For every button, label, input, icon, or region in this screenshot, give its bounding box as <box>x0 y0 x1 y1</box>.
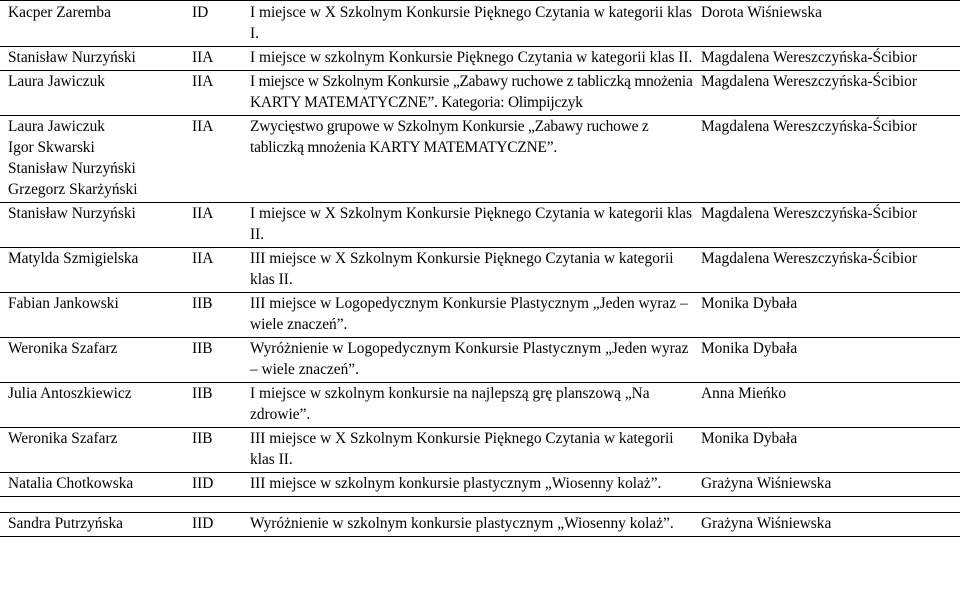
student-name: Matylda Szmigielska <box>8 250 139 267</box>
class-cell: ID <box>188 1 246 47</box>
student-cell <box>0 513 188 537</box>
student-name: Kacper Zaremba <box>8 4 111 21</box>
class-cell: IIA <box>188 116 246 203</box>
student-cell <box>0 116 188 203</box>
achievement-cell: III miejsce w X Szkolnym Konkursie Pięknego Czytania w kategorii klas II. <box>246 248 697 293</box>
teacher-cell: Dorota Wiśniewska <box>697 1 960 47</box>
achievement-cell: I miejsce w szkolnym Konkursie Pięknego Czytania w kategorii klas II. <box>246 47 697 71</box>
teacher-cell: Magdalena Wereszczyńska-Ścibior <box>697 47 960 71</box>
achievement-cell: I miejsce w szkolnym konkursie na najlepszą grę planszową „Na zdrowie”. <box>246 383 697 428</box>
class-cell: IID <box>188 473 246 497</box>
table-row <box>0 338 960 383</box>
achievement-cell: Zwycięstwo grupowe w Szkolnym Konkursie „Zabawy ruchowe z tabliczką mnożenia KARTY MATEMATYCZNE”. <box>246 116 697 203</box>
student-name: Natalia Chotkowska <box>8 475 134 492</box>
teacher-cell: Magdalena Wereszczyńska-Ścibior <box>697 116 960 203</box>
student-name: Sandra Putrzyńska <box>8 515 123 532</box>
student-name: Julia Antoszkiewicz <box>8 385 132 402</box>
teacher-cell: Grażyna Wiśniewska <box>697 473 960 497</box>
achievement-cell: III miejsce w X Szkolnym Konkursie Pięknego Czytania w kategorii klas II. <box>246 428 697 473</box>
table-row <box>0 203 960 248</box>
achievement-cell: I miejsce w X Szkolnym Konkursie Pięknego Czytania w kategorii klas I. <box>246 1 697 47</box>
teacher-cell: Monika Dybała <box>697 293 960 338</box>
table-row <box>0 473 960 497</box>
teacher-cell: Monika Dybała <box>697 428 960 473</box>
table-row <box>0 293 960 338</box>
student-name: Weronika Szafarz <box>8 340 118 357</box>
table-row <box>0 513 960 537</box>
table-row <box>0 1 960 47</box>
class-cell: IIA <box>188 248 246 293</box>
table-row <box>0 383 960 428</box>
class-cell: IIA <box>188 47 246 71</box>
table-row <box>0 428 960 473</box>
student-cell <box>0 293 188 338</box>
student-cell <box>0 383 188 428</box>
student-name: Weronika Szafarz <box>8 430 118 447</box>
student-cell <box>0 71 188 116</box>
teacher-cell: Monika Dybała <box>697 338 960 383</box>
achievement-cell: I miejsce w Szkolnym Konkursie „Zabawy ruchowe z tabliczką mnożenia KARTY MATEMATYCZNE”. Kategoria: Olimpijczyk <box>246 71 697 116</box>
table-row <box>0 47 960 71</box>
student-name: Grzegorz Skarżyński <box>8 181 138 198</box>
class-cell: IIB <box>188 428 246 473</box>
class-cell: IIB <box>188 383 246 428</box>
student-name: Stanisław Nurzyński <box>8 49 136 66</box>
student-name: Igor Skwarski <box>8 139 95 156</box>
student-cell <box>0 203 188 248</box>
class-cell: IIB <box>188 293 246 338</box>
student-name: Stanisław Nurzyński <box>8 205 136 222</box>
achievement-cell: Wyróżnienie w szkolnym konkursie plastycznym „Wiosenny kolaż”. <box>246 513 697 537</box>
table-spacer <box>0 497 960 513</box>
table-row <box>0 116 960 203</box>
teacher-cell: Magdalena Wereszczyńska-Ścibior <box>697 203 960 248</box>
teacher-cell: Anna Mieńko <box>697 383 960 428</box>
achievement-cell: Wyróżnienie w Logopedycznym Konkursie Plastycznym „Jeden wyraz – wiele znaczeń”. <box>246 338 697 383</box>
student-cell <box>0 338 188 383</box>
student-cell <box>0 248 188 293</box>
achievement-cell: III miejsce w szkolnym konkursie plastycznym „Wiosenny kolaż”. <box>246 473 697 497</box>
achievement-cell: I miejsce w X Szkolnym Konkursie Pięknego Czytania w kategorii klas II. <box>246 203 697 248</box>
student-name: Fabian Jankowski <box>8 295 119 312</box>
teacher-cell: Magdalena Wereszczyńska-Ścibior <box>697 248 960 293</box>
class-cell: IIA <box>188 71 246 116</box>
table-row <box>0 248 960 293</box>
class-cell: IIB <box>188 338 246 383</box>
student-name: Laura Jawiczuk <box>8 73 105 90</box>
teacher-cell: Magdalena Wereszczyńska-Ścibior <box>697 71 960 116</box>
student-cell <box>0 1 188 47</box>
student-cell <box>0 428 188 473</box>
student-name: Laura Jawiczuk <box>8 118 105 135</box>
class-cell: IID <box>188 513 246 537</box>
student-cell <box>0 473 188 497</box>
student-name: Stanisław Nurzyński <box>8 160 136 177</box>
class-cell: IIA <box>188 203 246 248</box>
teacher-cell: Grażyna Wiśniewska <box>697 513 960 537</box>
student-cell <box>0 47 188 71</box>
table-row <box>0 71 960 116</box>
achievement-cell: III miejsce w Logopedycznym Konkursie Plastycznym „Jeden wyraz – wiele znaczeń”. <box>246 293 697 338</box>
